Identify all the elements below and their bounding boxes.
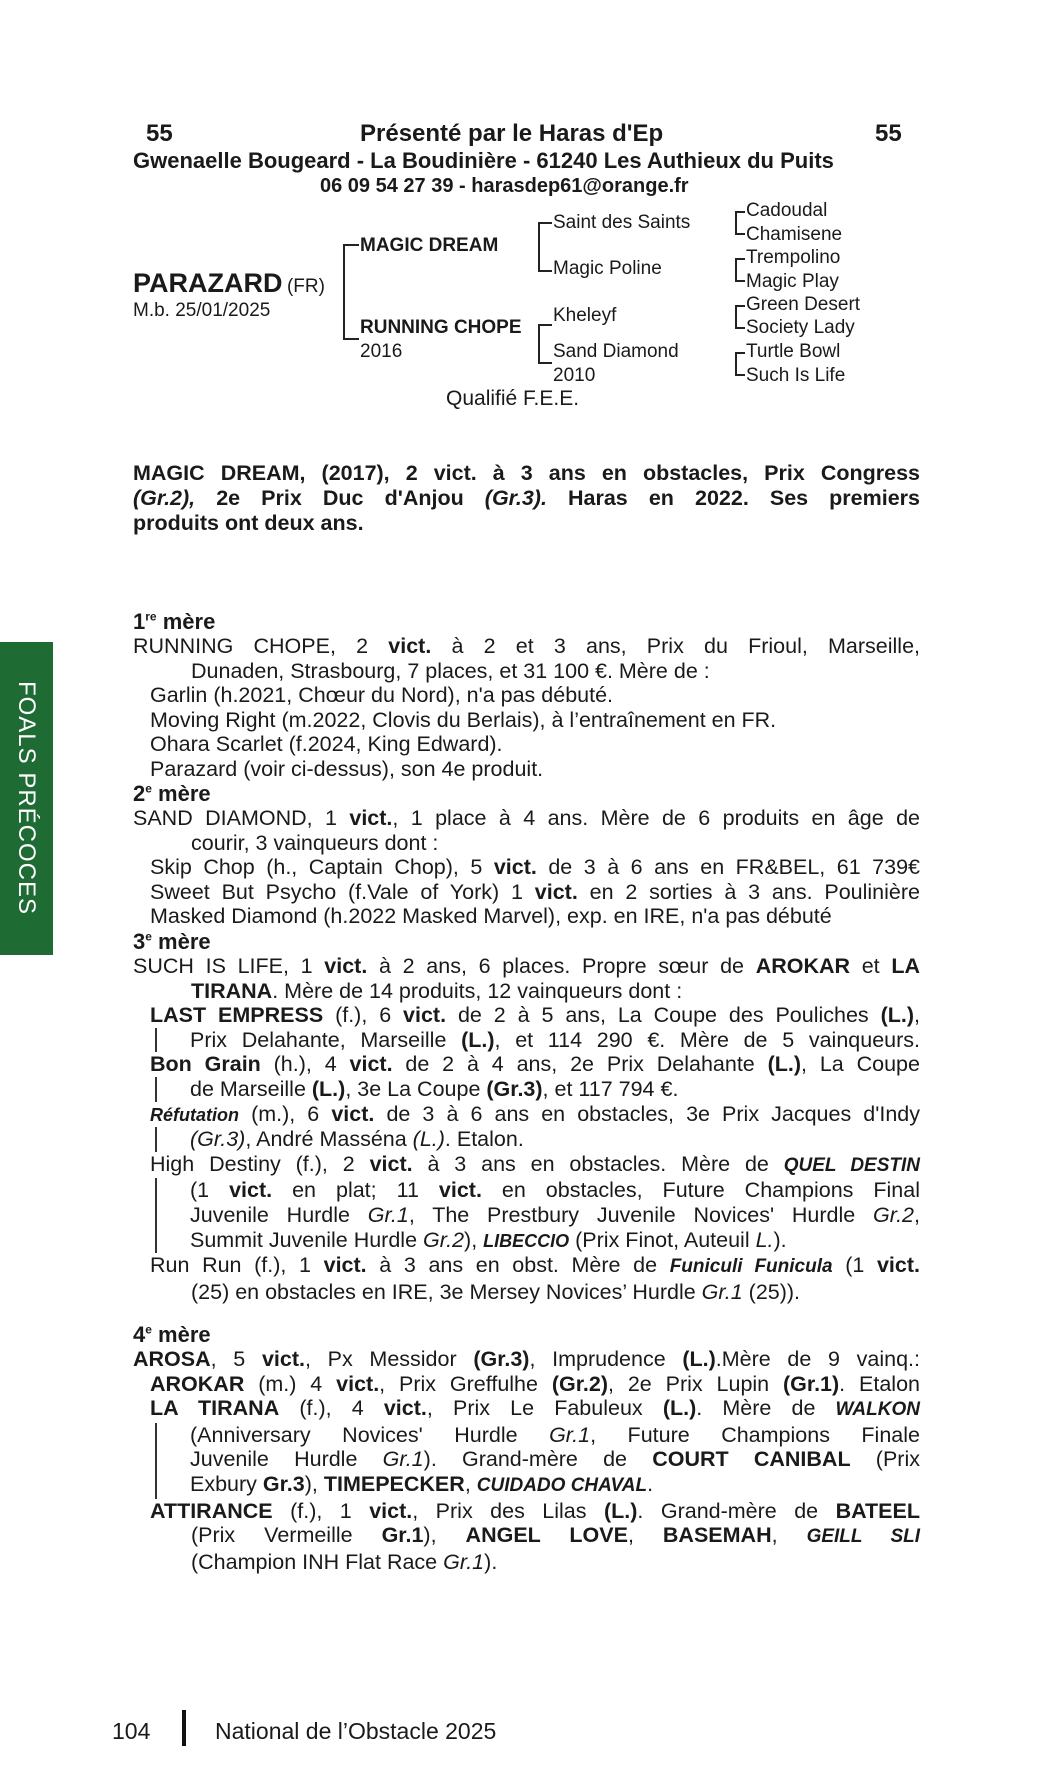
fourth-dam-block	[133, 1347, 920, 1574]
text: (L.)	[880, 1003, 915, 1028]
produce-item-continuation	[133, 1523, 920, 1550]
text: Gr.1	[443, 1549, 485, 1574]
text: Gr.2	[423, 1227, 465, 1252]
text: e	[145, 929, 152, 944]
pedigree-bracket-g1	[735, 211, 745, 235]
produce-item-refutation	[133, 1102, 920, 1128]
text: Haras en 2022. Ses premiers	[546, 486, 921, 510]
text: Juvenile Hurdle	[190, 1202, 368, 1227]
text: (L.)	[662, 1396, 697, 1421]
pedigree-bracket-dam	[538, 324, 552, 364]
text: , La Coupe	[801, 1052, 920, 1077]
pedigree-dam: RUNNING CHOPE	[360, 317, 522, 338]
text: (1	[832, 1253, 877, 1278]
text: vict.	[336, 1371, 380, 1396]
text: Gr.1	[382, 1447, 424, 1472]
text: . Grand-mère de	[637, 1498, 836, 1523]
text: Gr.1	[367, 1202, 409, 1227]
produce-item: Ohara Scarlet (f.2024, King Edward).	[150, 732, 503, 757]
text: ),	[304, 1471, 324, 1496]
text: CUIDADO CHAVAL	[476, 1474, 648, 1496]
text: Funiculi Funicula	[669, 1256, 833, 1278]
text: de 3 à 6 ans en obstacles, 3e Prix Jacques d'Indy	[374, 1101, 920, 1126]
text: vict.	[261, 1347, 305, 1371]
text: (L.)	[461, 1027, 495, 1052]
text: (1	[190, 1178, 230, 1203]
text: 4	[133, 1322, 146, 1347]
text: à 3 ans en obstacles. Mère de	[412, 1151, 784, 1176]
text: ,	[914, 1003, 920, 1028]
text: Summit Juvenile Hurdle	[190, 1227, 424, 1252]
grade: (Gr.3).	[484, 486, 547, 510]
text: en 2 sorties à 3 ans. Poulinière	[577, 879, 920, 904]
text: mère	[151, 1322, 211, 1347]
breeder-address: Gwenaelle Bougeard - La Boudinière - 61240 Les Authieux du Puits	[133, 148, 834, 173]
text: (f.), 4	[279, 1396, 384, 1421]
breeder-contact: 06 09 54 27 39 - harasdep61@orange.fr	[320, 175, 689, 197]
horse-name: PARAZARD	[133, 268, 283, 298]
footer-divider	[182, 1710, 186, 1746]
text: (h.), 4	[260, 1052, 350, 1077]
text: (25)).	[742, 1279, 801, 1304]
text: Gr.1	[549, 1422, 591, 1447]
text: LA	[891, 954, 921, 978]
pedigree-dam-dam-year: 2010	[553, 365, 596, 386]
text: RUNNING CHOPE, 2	[133, 634, 389, 658]
text: à 2 ans, 6 places. Propre sœur de	[367, 954, 756, 978]
text: mère	[151, 929, 211, 954]
text: LAST EMPRESS	[150, 1003, 324, 1028]
text: (Gr.3)	[473, 1347, 530, 1371]
text: , 1 place à 4 ans. Mère de 6 produits en âge de	[392, 806, 920, 830]
produce-item-last-empress	[133, 1003, 920, 1028]
text: (m.) 4	[244, 1371, 337, 1396]
text: (f.), 1	[272, 1498, 370, 1523]
lot-number-left: 55	[146, 120, 173, 147]
qualification: Qualifié F.E.E.	[446, 387, 580, 410]
pedigree-dam-dam: Sand Diamond	[553, 341, 679, 362]
text: ,	[914, 1202, 920, 1227]
text: et	[850, 954, 892, 978]
section-second-dam	[133, 781, 211, 807]
text: vict.	[369, 1498, 413, 1523]
third-dam-block	[133, 954, 920, 1304]
page-number: 104	[112, 1718, 151, 1744]
text: à 2 et 3 ans, Prix du Frioul, Marseille,	[431, 634, 921, 658]
text: (f.), 6	[323, 1003, 404, 1028]
pedigree-g6: Society Lady	[746, 317, 855, 338]
text: , Prix Greffulhe	[379, 1371, 552, 1396]
pedigree-g7: Turtle Bowl	[746, 341, 841, 362]
text: (25) en obstacles en IRE, 3e Mersey Novices’ Hurdle	[191, 1279, 702, 1304]
text: vict.	[403, 1003, 447, 1028]
pedigree-sire: MAGIC DREAM	[360, 235, 499, 256]
text: (Anniversary Novices' Hurdle	[190, 1422, 550, 1447]
pedigree-bracket-g4	[735, 352, 745, 376]
text: . Etalon	[839, 1371, 920, 1396]
sire-summary-line	[133, 486, 920, 511]
pedigree-dam-year: 2016	[360, 341, 403, 362]
text: SUCH IS LIFE, 1	[133, 954, 325, 978]
produce-item-continuation	[133, 1280, 920, 1305]
text: e	[145, 1322, 152, 1337]
text: vict.	[383, 1396, 427, 1421]
text: TIRANA	[191, 978, 273, 1003]
produce-item-continuation	[155, 1203, 920, 1228]
text: vict.	[388, 634, 432, 658]
text: Gr.1	[381, 1523, 424, 1548]
first-dam-line: Dunaden, Strasbourg, 7 places, et 31 100 €. Mère de :	[191, 658, 710, 683]
text: ,	[464, 1471, 477, 1496]
text: TIMEPECKER	[323, 1471, 465, 1496]
text: , Prix des Lilas	[412, 1498, 604, 1523]
text: (Gr.3)	[190, 1127, 246, 1152]
text: mère	[156, 609, 216, 634]
text: (Gr.2)	[551, 1371, 608, 1396]
text: ATTIRANCE	[150, 1498, 273, 1523]
produce-item-continuation	[155, 1228, 920, 1254]
text: Sweet But Psycho (f.Vale of York) 1	[150, 879, 535, 904]
text: mère	[151, 781, 211, 806]
text: ,	[627, 1523, 663, 1548]
text: (Gr.3)	[486, 1076, 543, 1101]
text: 3	[133, 929, 146, 954]
text: BATEEL	[835, 1498, 920, 1523]
text: (L.)	[603, 1498, 638, 1523]
pedigree-sire-dam: Magic Poline	[553, 258, 662, 279]
text: LA TIRANA	[150, 1396, 280, 1421]
section-fourth-dam	[133, 1322, 211, 1348]
text: 2e Prix Duc d'Anjou	[195, 486, 485, 510]
text: (Prix Finot, Auteuil	[569, 1227, 756, 1252]
produce-item	[133, 880, 920, 905]
produce-item-continuation	[155, 1447, 920, 1472]
text: Bon Grain	[150, 1052, 261, 1077]
text: , et 114 290 €. Mère de 5 vainqueurs.	[494, 1027, 920, 1052]
text: 1	[133, 609, 146, 634]
produce-item-run-run	[133, 1253, 920, 1280]
produce-item-continuation	[155, 1077, 920, 1102]
pedigree-g5: Green Desert	[746, 294, 861, 315]
text: LIBECCIO	[483, 1230, 570, 1251]
text: re	[145, 609, 157, 624]
text: . Etalon.	[444, 1127, 524, 1152]
text: , André Masséna	[245, 1127, 413, 1152]
text: Gr.1	[701, 1279, 743, 1304]
produce-item	[133, 855, 920, 880]
text: vict.	[438, 1178, 482, 1203]
text: (L.)	[767, 1052, 802, 1077]
text: ,	[771, 1523, 807, 1548]
text: GEILL SLI	[806, 1526, 921, 1548]
text: Exbury	[190, 1471, 263, 1496]
horse-country: (FR)	[286, 276, 325, 297]
produce-item-continuation	[155, 1423, 920, 1448]
produce-item-la-tirana	[133, 1396, 920, 1423]
text: vict.	[534, 879, 578, 904]
text: , 5	[210, 1347, 262, 1371]
text: (Prix Vermeille	[191, 1523, 382, 1548]
text: ),	[464, 1227, 484, 1252]
grade: (Gr.2),	[133, 486, 196, 510]
text: vict.	[331, 1101, 375, 1126]
pedigree-g4: Magic Play	[746, 271, 839, 292]
text: .	[647, 1471, 654, 1496]
text: vict.	[493, 855, 537, 880]
text: (L.)	[682, 1347, 716, 1371]
pedigree-bracket-main	[343, 244, 359, 340]
text: Prix Delahante, Marseille	[190, 1027, 462, 1052]
produce-item-continuation	[155, 1028, 920, 1053]
produce-item: Garlin (h.2021, Chœur du Nord), n'a pas débuté.	[150, 683, 614, 708]
section-tab-label: FOALS PRÉCOCES	[13, 680, 40, 916]
text: vict.	[349, 1052, 393, 1077]
section-first-dam	[133, 609, 215, 635]
lot-number-right: 55	[875, 120, 902, 147]
text: (Gr.1)	[783, 1371, 840, 1396]
produce-item-continuation	[155, 1127, 920, 1152]
text: High Destiny (f.), 2	[150, 1151, 370, 1176]
produce-item: Moving Right (m.2022, Clovis du Berlais), à l’entraînement en FR.	[150, 707, 777, 732]
text: AROSA	[133, 1347, 211, 1371]
sire-summary-line: produits ont deux ans.	[133, 511, 364, 535]
fourth-dam-line	[133, 1347, 920, 1372]
text: (L.)	[311, 1076, 346, 1101]
text: de 2 à 5 ans, La Coupe des Pouliches	[446, 1003, 881, 1028]
text: WALKON	[835, 1399, 920, 1421]
text: Juvenile Hurdle	[190, 1447, 383, 1472]
text: , et 117 794 €.	[542, 1076, 679, 1101]
text: , Px Messidor	[304, 1347, 474, 1371]
produce-item-arokar	[133, 1372, 920, 1397]
second-dam-line: courir, 3 vainqueurs dont :	[191, 830, 439, 855]
pedigree-g8: Such Is Life	[746, 365, 846, 386]
text: Skip Chop (h., Captain Chop), 5	[150, 855, 494, 880]
text: de Marseille	[190, 1076, 312, 1101]
pedigree-bracket-g3	[735, 305, 745, 329]
text: .Mère de 9 vainq.:	[715, 1347, 920, 1371]
text: (Champion INH Flat Race	[191, 1549, 444, 1574]
text: en plat; 11	[272, 1178, 439, 1203]
text: AROKAR	[755, 954, 851, 978]
produce-item-continuation	[155, 1472, 920, 1499]
text: vict.	[229, 1178, 273, 1203]
text: Gr.2	[872, 1202, 915, 1227]
sire-summary-line: MAGIC DREAM, (2017), 2 vict. à 3 ans en obstacles, Prix Congress	[133, 461, 920, 485]
text: . Mère de 14 produits, 12 vainqueurs dont :	[272, 978, 683, 1003]
horse-identity	[133, 268, 325, 299]
text: COURT CANIBAL	[652, 1447, 851, 1472]
third-dam-line	[133, 954, 920, 979]
text: , Future Champions Finale	[590, 1422, 920, 1447]
text: , Prix Le Fabuleux	[426, 1396, 663, 1421]
text: QUEL DESTIN	[783, 1154, 921, 1176]
text: BASEMAH	[662, 1523, 772, 1548]
first-dam-block	[133, 634, 920, 782]
first-dam-line	[133, 634, 920, 659]
produce-item-continuation	[133, 1550, 920, 1575]
text: , The Prestbury Juvenile Novices' Hurdle	[408, 1202, 873, 1227]
second-dam-line	[133, 806, 920, 831]
text: ).	[773, 1227, 787, 1252]
text: e	[145, 781, 152, 796]
section-third-dam	[133, 929, 211, 955]
text: ),	[423, 1523, 466, 1548]
text: SAND DIAMOND, 1	[133, 806, 350, 830]
second-dam-block	[133, 806, 920, 929]
text: , 2e Prix Lupin	[608, 1371, 784, 1396]
text: Gr.3	[262, 1471, 305, 1496]
pedigree-bracket-g2	[735, 258, 745, 282]
text: ).	[484, 1549, 498, 1574]
third-dam-line	[133, 979, 920, 1004]
text: Réfutation	[150, 1104, 239, 1125]
text: vict.	[324, 954, 368, 978]
produce-item: Masked Diamond (h.2022 Masked Marvel), exp. en IRE, n'a pas débuté	[150, 904, 832, 929]
text: à 3 ans en obst. Mère de	[366, 1253, 670, 1278]
presenter-title: Présenté par le Haras d'Ep	[360, 120, 664, 147]
text: , 3e La Coupe	[345, 1076, 487, 1101]
produce-item-continuation	[155, 1178, 920, 1203]
produce-item: Parazard (voir ci-dessus), son 4e produit.	[150, 756, 544, 781]
text: (L.)	[412, 1127, 445, 1152]
pedigree-bracket-sire	[538, 222, 552, 272]
text: , Imprudence	[529, 1347, 683, 1371]
horse-details: M.b. 25/01/2025	[133, 300, 271, 321]
sire-summary	[133, 461, 920, 536]
pedigree-g2: Chamisene	[746, 224, 843, 245]
text: de 2 à 4 ans, 2e Prix Delahante	[392, 1052, 768, 1077]
pedigree-g1: Cadoudal	[746, 200, 828, 221]
text: en obstacles, Future Champions Final	[481, 1178, 920, 1203]
pedigree-dam-sire: Kheleyf	[553, 305, 617, 326]
text: . Mère de	[696, 1396, 836, 1421]
text: Run Run (f.), 1	[150, 1253, 324, 1278]
text: ANGEL LOVE	[465, 1523, 628, 1548]
produce-item-attirance	[133, 1499, 920, 1524]
produce-item-bon-grain	[133, 1052, 920, 1077]
pedigree-g3: Trempolino	[746, 247, 841, 268]
text: vict.	[349, 806, 393, 830]
text: vict.	[323, 1253, 367, 1278]
text: (Prix	[850, 1447, 920, 1472]
produce-item-high-destiny	[133, 1152, 920, 1179]
pedigree-sire-sire: Saint des Saints	[553, 212, 691, 233]
text: vict.	[876, 1253, 920, 1278]
publication-title: National de l’Obstacle 2025	[215, 1718, 497, 1744]
text: L.	[755, 1227, 774, 1252]
text: ). Grand-mère de	[423, 1447, 653, 1472]
text: vict.	[369, 1151, 413, 1176]
text: de 3 à 6 ans en FR&BEL, 61 739€	[536, 855, 920, 880]
text: AROKAR	[150, 1371, 245, 1396]
text: (m.), 6	[239, 1101, 332, 1126]
text: 2	[133, 781, 146, 806]
